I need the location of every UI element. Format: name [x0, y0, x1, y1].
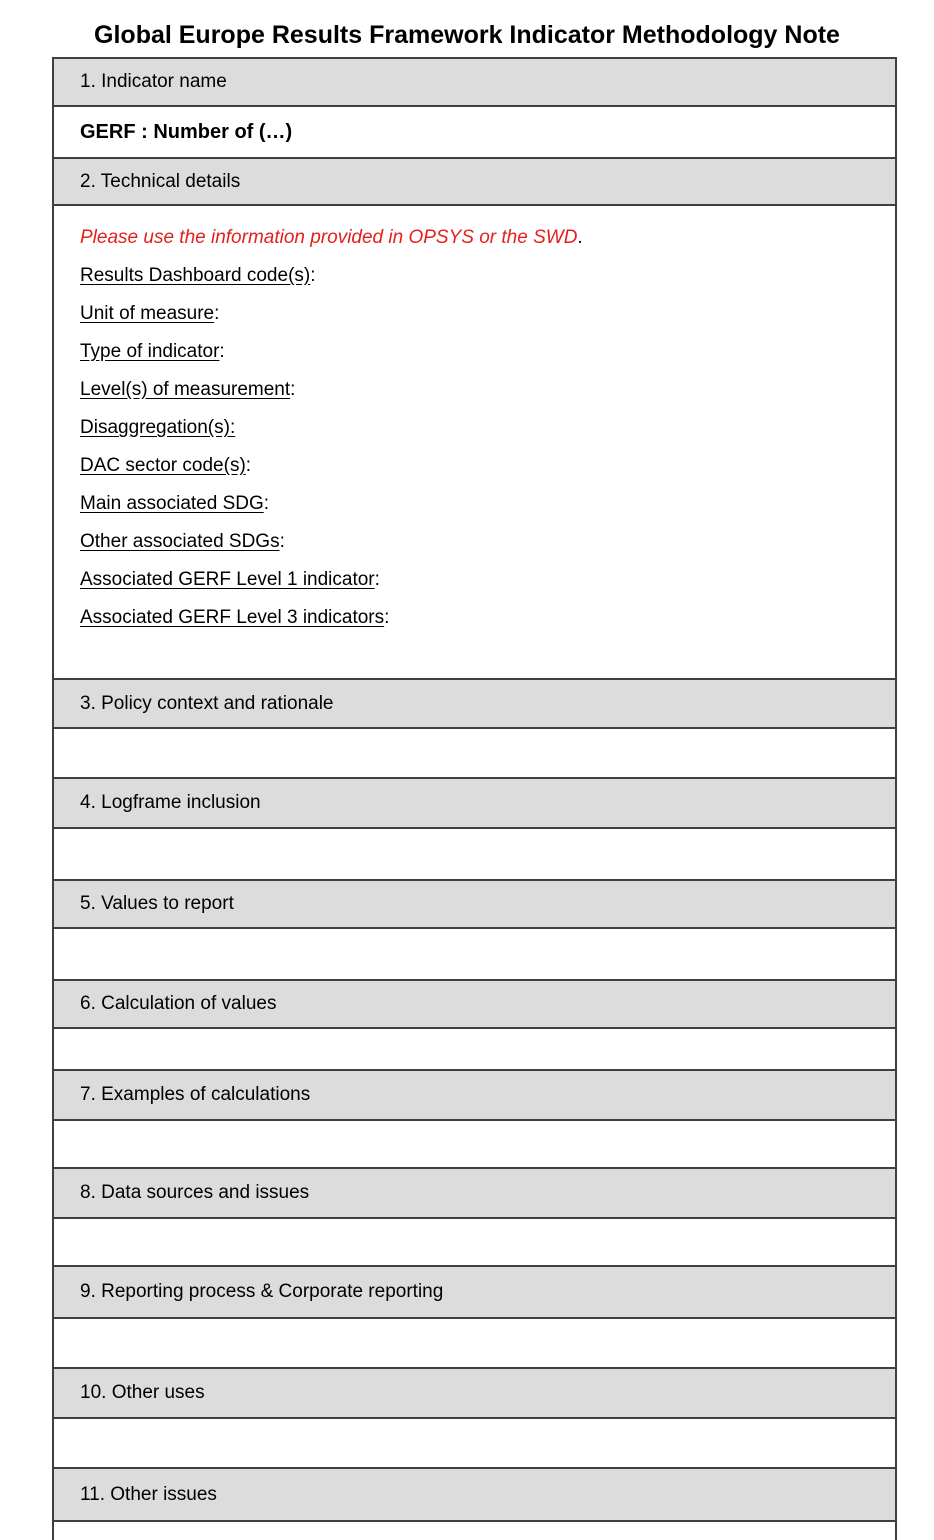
- opsys-note-period: .: [577, 227, 583, 248]
- section-header-row-examples-of-calculations: [54, 1069, 895, 1119]
- section-header-row-reporting-process: [54, 1265, 895, 1317]
- section-label: 1. Indicator name: [80, 71, 227, 92]
- technical-details-cell: [54, 204, 895, 678]
- field-disaggregations: Disaggregation(s):: [80, 417, 236, 438]
- section-label: 2. Technical details: [80, 170, 241, 192]
- empty-content-row: [54, 1417, 895, 1467]
- page-title: Global Europe Results Framework Indicator Methodology Note: [94, 21, 840, 49]
- field-other-associated-sdgs: Other associated SDGs:: [80, 531, 285, 552]
- field-associated-gerf-level-3: Associated GERF Level 3 indicators:: [80, 607, 390, 628]
- section-label: 7. Examples of calculations: [80, 1084, 311, 1105]
- section-label: 6. Calculation of values: [80, 993, 277, 1014]
- section-label: 4. Logframe inclusion: [80, 792, 261, 813]
- empty-content-row: [54, 1317, 895, 1367]
- empty-content-row: [54, 827, 895, 879]
- field-levels-of-measurement: Level(s) of measurement:: [80, 379, 296, 400]
- section-header-row-policy-context: [54, 678, 895, 727]
- empty-content-row: [54, 927, 895, 979]
- indicator-name-value: GERF : Number of (…): [80, 120, 293, 143]
- section-header-row-other-uses: [54, 1367, 895, 1417]
- empty-content-row: [54, 1217, 895, 1265]
- section-header-row-indicator-name: [54, 59, 895, 105]
- field-dac-sector-codes: DAC sector code(s):: [80, 455, 252, 476]
- section-label: 8. Data sources and issues: [80, 1182, 310, 1203]
- section-label: 5. Values to report: [80, 893, 234, 914]
- field-main-associated-sdg: Main associated SDG:: [80, 493, 270, 514]
- indicator-name-value-row: [54, 105, 895, 157]
- section-label: 3. Policy context and rationale: [80, 692, 334, 714]
- section-header-row-technical-details: [54, 157, 895, 204]
- section-header-row-logframe-inclusion: [54, 777, 895, 827]
- section-header-row-other-issues: [54, 1467, 895, 1520]
- empty-content-row: [54, 1027, 895, 1069]
- section-label: 11. Other issues: [80, 1483, 217, 1505]
- field-results-dashboard-code: Results Dashboard code(s):: [80, 265, 316, 286]
- field-type-of-indicator: Type of indicator:: [80, 341, 225, 362]
- section-label: 10. Other uses: [80, 1382, 205, 1403]
- section-label: 9. Reporting process & Corporate reporting: [80, 1281, 444, 1302]
- opsys-note: [80, 219, 865, 257]
- empty-content-row-partial: [54, 1520, 895, 1540]
- field-unit-of-measure: Unit of measure:: [80, 303, 220, 324]
- methodology-note-table: [52, 57, 897, 1540]
- empty-content-row: [54, 1119, 895, 1167]
- empty-content-row: [54, 727, 895, 777]
- opsys-note-text: Please use the information provided in OPSYS or the SWD: [80, 227, 578, 248]
- section-header-row-data-sources: [54, 1167, 895, 1217]
- section-header-row-calculation-of-values: [54, 979, 895, 1027]
- section-header-row-values-to-report: [54, 879, 895, 927]
- field-associated-gerf-level-1: Associated GERF Level 1 indicator:: [80, 569, 380, 590]
